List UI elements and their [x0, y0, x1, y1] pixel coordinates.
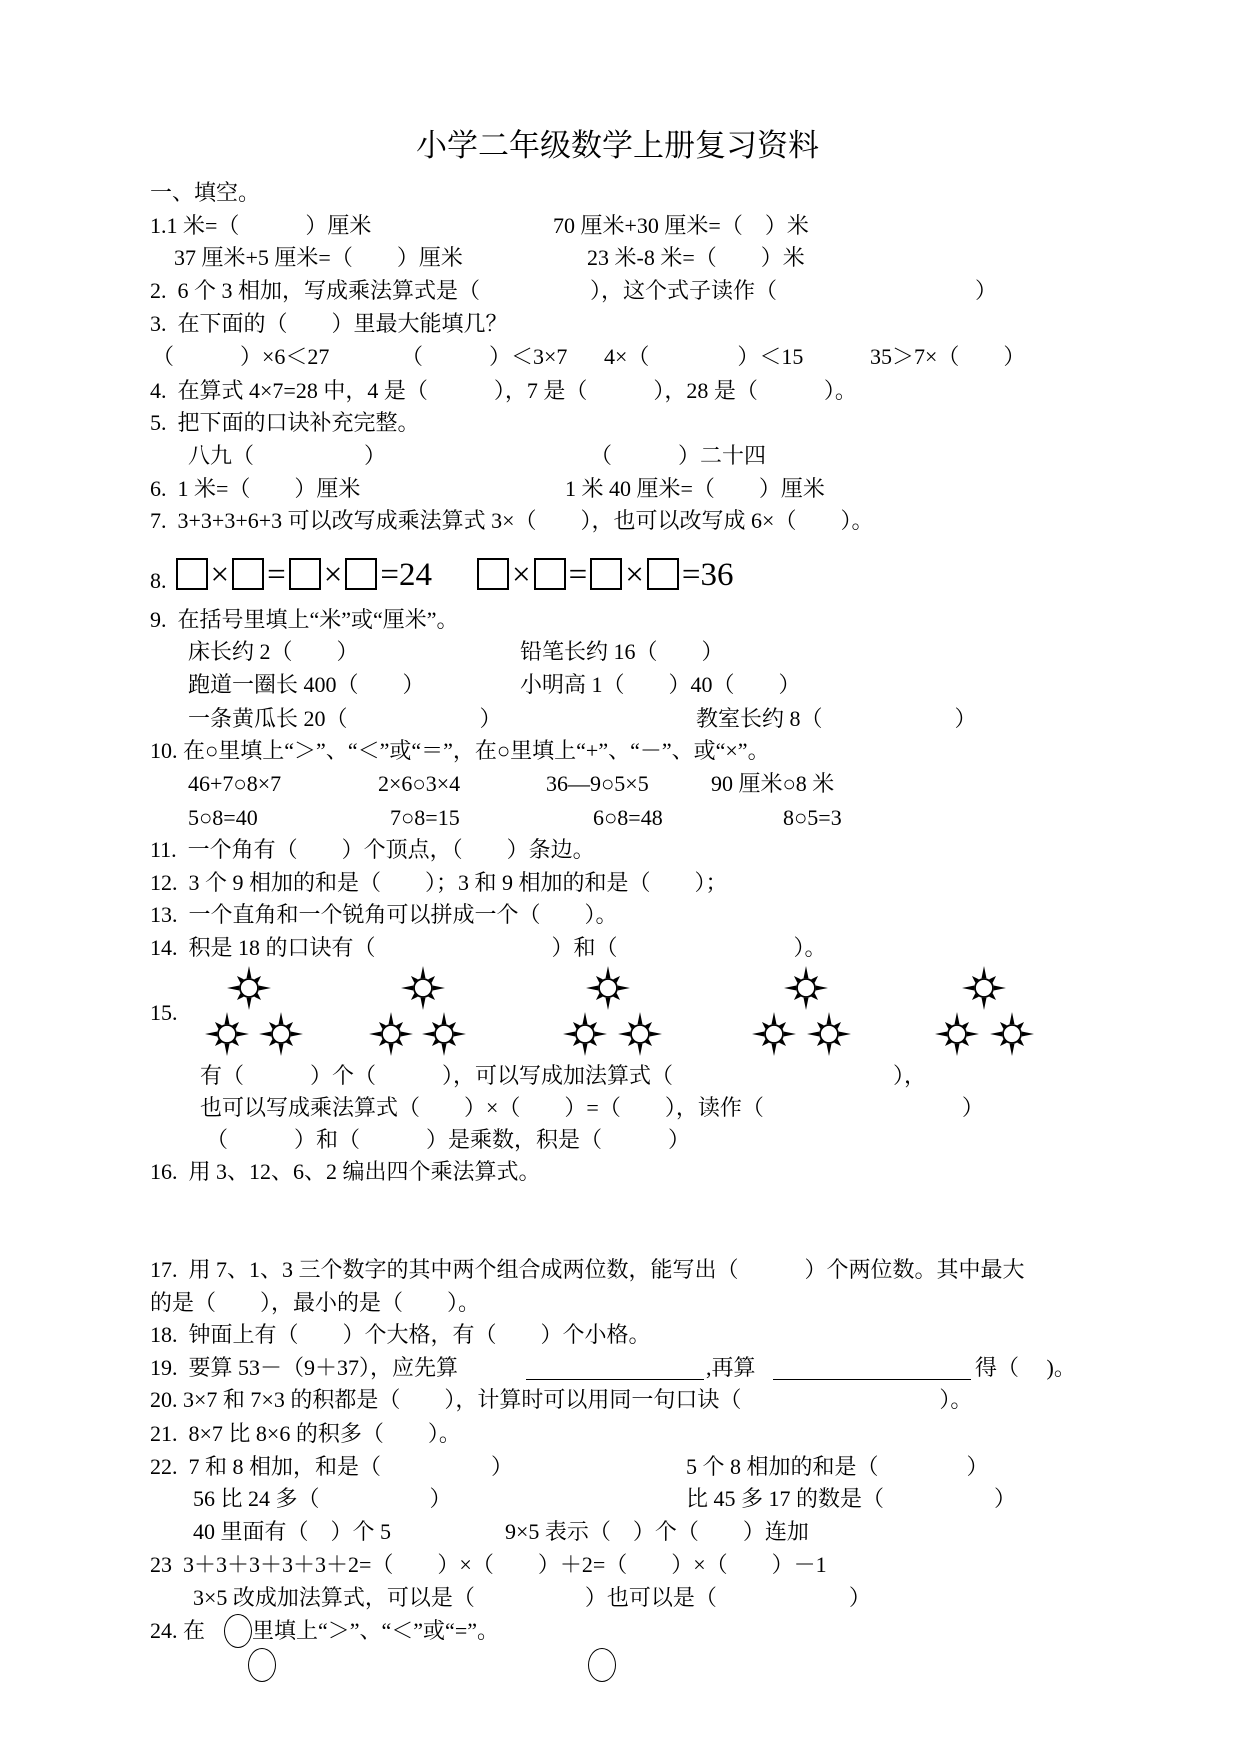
section-heading: 一、填空。 — [150, 180, 261, 205]
q19-c: 得（ )。 — [975, 1355, 1076, 1380]
answer-circle[interactable] — [588, 1648, 616, 1682]
answer-box[interactable] — [176, 558, 208, 590]
q6-a: 6. 1 米=（ ）厘米 — [150, 476, 361, 501]
q19-b: ,再算 — [706, 1355, 756, 1380]
result-36: 36 — [700, 557, 734, 593]
q19-blank-2[interactable] — [773, 1355, 971, 1380]
q13: 13. 一个直角和一个锐角可以拼成一个（ ）。 — [150, 902, 618, 927]
sun-icon — [562, 1011, 608, 1057]
q15-c: （ ）和（ ）是乘数，积是（ ） — [206, 1127, 691, 1152]
q5-b: （ ）二十四 — [590, 443, 767, 468]
q10-h: 8○5=3 — [783, 805, 842, 830]
q10-f: 7○8=15 — [390, 805, 460, 830]
q19-blank-1[interactable] — [526, 1355, 704, 1380]
equals-sign: = — [380, 557, 399, 593]
q9: 9. 在括号里填上“米”或“厘米”。 — [150, 607, 459, 632]
answer-box[interactable] — [534, 558, 566, 590]
q20: 20. 3×7 和 7×3 的积都是（ ），计算时可以用同一句口诀（ ）。 — [150, 1387, 973, 1412]
q22-c: 56 比 24 多（ ） — [193, 1486, 452, 1511]
answer-box[interactable] — [590, 558, 622, 590]
q8-equations — [150, 556, 734, 594]
q22-e: 40 里面有（ ）个 5 — [193, 1519, 392, 1544]
page-title: 小学二年级数学上册复习资料 — [416, 128, 819, 163]
times-sign: × — [625, 557, 644, 593]
q1-b: 70 厘米+30 厘米=（ ）米 — [553, 213, 809, 238]
q10-e: 5○8=40 — [188, 805, 258, 830]
q7: 7. 3+3+3+6+3 可以改写成乘法算式 3×（ ），也可以改写成 6×（ ）。 — [150, 508, 874, 533]
q5-a: 八九（ ） — [188, 443, 387, 468]
q2: 2. 6 个 3 相加，写成乘法算式是（ ），这个式子读作（ ） — [150, 278, 998, 303]
equals-sign: = — [681, 557, 701, 593]
q22-a: 22. 7 和 8 相加，和是（ ） — [150, 1454, 514, 1479]
q3: 3. 在下面的（ ）里最大能填几？ — [150, 311, 508, 336]
q10-g: 6○8=48 — [593, 805, 663, 830]
q17-a: 17. 用 7、1、3 三个数字的其中两个组合成两位数，能写出（ ）个两位数。其中最大 — [150, 1257, 1025, 1282]
q3-d: 35＞7×（ ） — [870, 344, 1026, 369]
q22-f: 9×5 表示（ ）个（ ）连加 — [505, 1519, 809, 1544]
q1-c: 37 厘米+5 厘米=（ ）厘米 — [174, 245, 463, 270]
q24-a: 24. 在 — [150, 1618, 206, 1643]
q10-c: 36—9○5×5 — [546, 771, 649, 796]
q15-label: 15. — [150, 1000, 178, 1025]
q10: 10. 在○里填上“＞”、“＜”或“＝”，在○里填上“+”、“－”、或“×”。 — [150, 738, 770, 763]
q12: 12. 3 个 9 相加的和是（ ）；3 和 9 相加的和是（ ）； — [150, 870, 728, 895]
q10-b: 2×6○3×4 — [378, 771, 461, 796]
q9-f: 教室长约 8（ ） — [696, 706, 977, 731]
answer-box[interactable] — [647, 558, 679, 590]
q9-b: 铅笔长约 16（ ） — [520, 639, 724, 664]
q14: 14. 积是 18 的口诀有（ ）和（ ）。 — [150, 935, 827, 960]
sun-icon — [226, 965, 272, 1011]
sun-icon — [751, 1011, 797, 1057]
sun-icon — [585, 965, 631, 1011]
q11: 11. 一个角有（ ）个顶点，（ ）条边。 — [150, 837, 595, 862]
answer-box[interactable] — [289, 558, 321, 590]
q9-e: 一条黄瓜长 20（ ） — [188, 706, 502, 731]
sun-icon — [783, 965, 829, 1011]
sun-icon — [258, 1011, 304, 1057]
q9-c: 跑道一圈长 400（ ） — [188, 672, 425, 697]
answer-box[interactable] — [232, 558, 264, 590]
times-sign: × — [323, 557, 343, 593]
q15-a: 有（ ）个（ ），可以写成加法算式（ ）， — [200, 1063, 927, 1088]
q23-b: 3×5 改成加法算式，可以是（ ）也可以是（ ） — [193, 1585, 871, 1610]
q6-b: 1 米 40 厘米=（ ）厘米 — [565, 476, 825, 501]
q9-d: 小明高 1（ ）40（ ） — [520, 672, 801, 697]
q5: 5. 把下面的口诀补充完整。 — [150, 410, 420, 435]
q3-a: （ ）×6＜27 — [152, 344, 330, 369]
equals-sign: = — [568, 557, 588, 593]
q4: 4. 在算式 4×7=28 中，4 是（ ），7 是（ ），28 是（ ）。 — [150, 378, 857, 403]
q9-a: 床长约 2（ ） — [188, 639, 359, 664]
q3-b: （ ）＜3×7 — [401, 344, 568, 369]
sun-icon — [204, 1011, 250, 1057]
q21: 21. 8×7 比 8×6 的积多（ ）。 — [150, 1421, 461, 1446]
times-sign: × — [210, 557, 230, 593]
q3-c: 4×（ ）＜15 — [604, 344, 804, 369]
q10-a: 46+7○8×7 — [188, 771, 282, 796]
q17-b: 的是（ ），最小的是（ ）。 — [150, 1290, 481, 1315]
sun-icon — [421, 1011, 467, 1057]
q18: 18. 钟面上有（ ）个大格，有（ ）个小格。 — [150, 1322, 651, 1347]
sun-icon — [806, 1011, 852, 1057]
q24-b: 里填上“＞”、“＜”或“=”。 — [252, 1618, 499, 1643]
sun-icon — [961, 965, 1007, 1011]
sun-icon — [400, 965, 446, 1011]
answer-circle[interactable] — [248, 1648, 276, 1682]
sun-icon — [368, 1011, 414, 1057]
sun-icon — [617, 1011, 663, 1057]
q8-label: 8. — [150, 568, 167, 593]
q22-d: 比 45 多 17 的数是（ ） — [686, 1486, 1017, 1511]
times-sign: × — [512, 557, 531, 593]
sun-icon — [934, 1011, 980, 1057]
result-24: 24 — [399, 557, 432, 593]
answer-box[interactable] — [345, 558, 377, 590]
q1-a: 1.1 米=（ ）厘米 — [150, 213, 372, 238]
q23-a: 23 3＋3＋3＋3＋3＋2=（ ）×（ ）＋2=（ ）×（ ）－1 — [150, 1552, 827, 1577]
sun-icon — [989, 1011, 1035, 1057]
q22-b: 5 个 8 相加的和是（ ） — [686, 1454, 989, 1479]
q15-b: 也可以写成乘法算式（ ）×（ ）=（ ），读作（ ） — [200, 1095, 984, 1120]
q10-d: 90 厘米○8 米 — [711, 771, 835, 796]
q19-a: 19. 要算 53－（9＋37），应先算 — [150, 1355, 459, 1380]
q1-d: 23 米-8 米=（ ）米 — [587, 245, 805, 270]
answer-box[interactable] — [477, 558, 509, 590]
q16: 16. 用 3、12、6、2 编出四个乘法算式。 — [150, 1159, 541, 1184]
compare-circle-icon — [224, 1614, 252, 1648]
equals-sign: = — [267, 557, 286, 593]
